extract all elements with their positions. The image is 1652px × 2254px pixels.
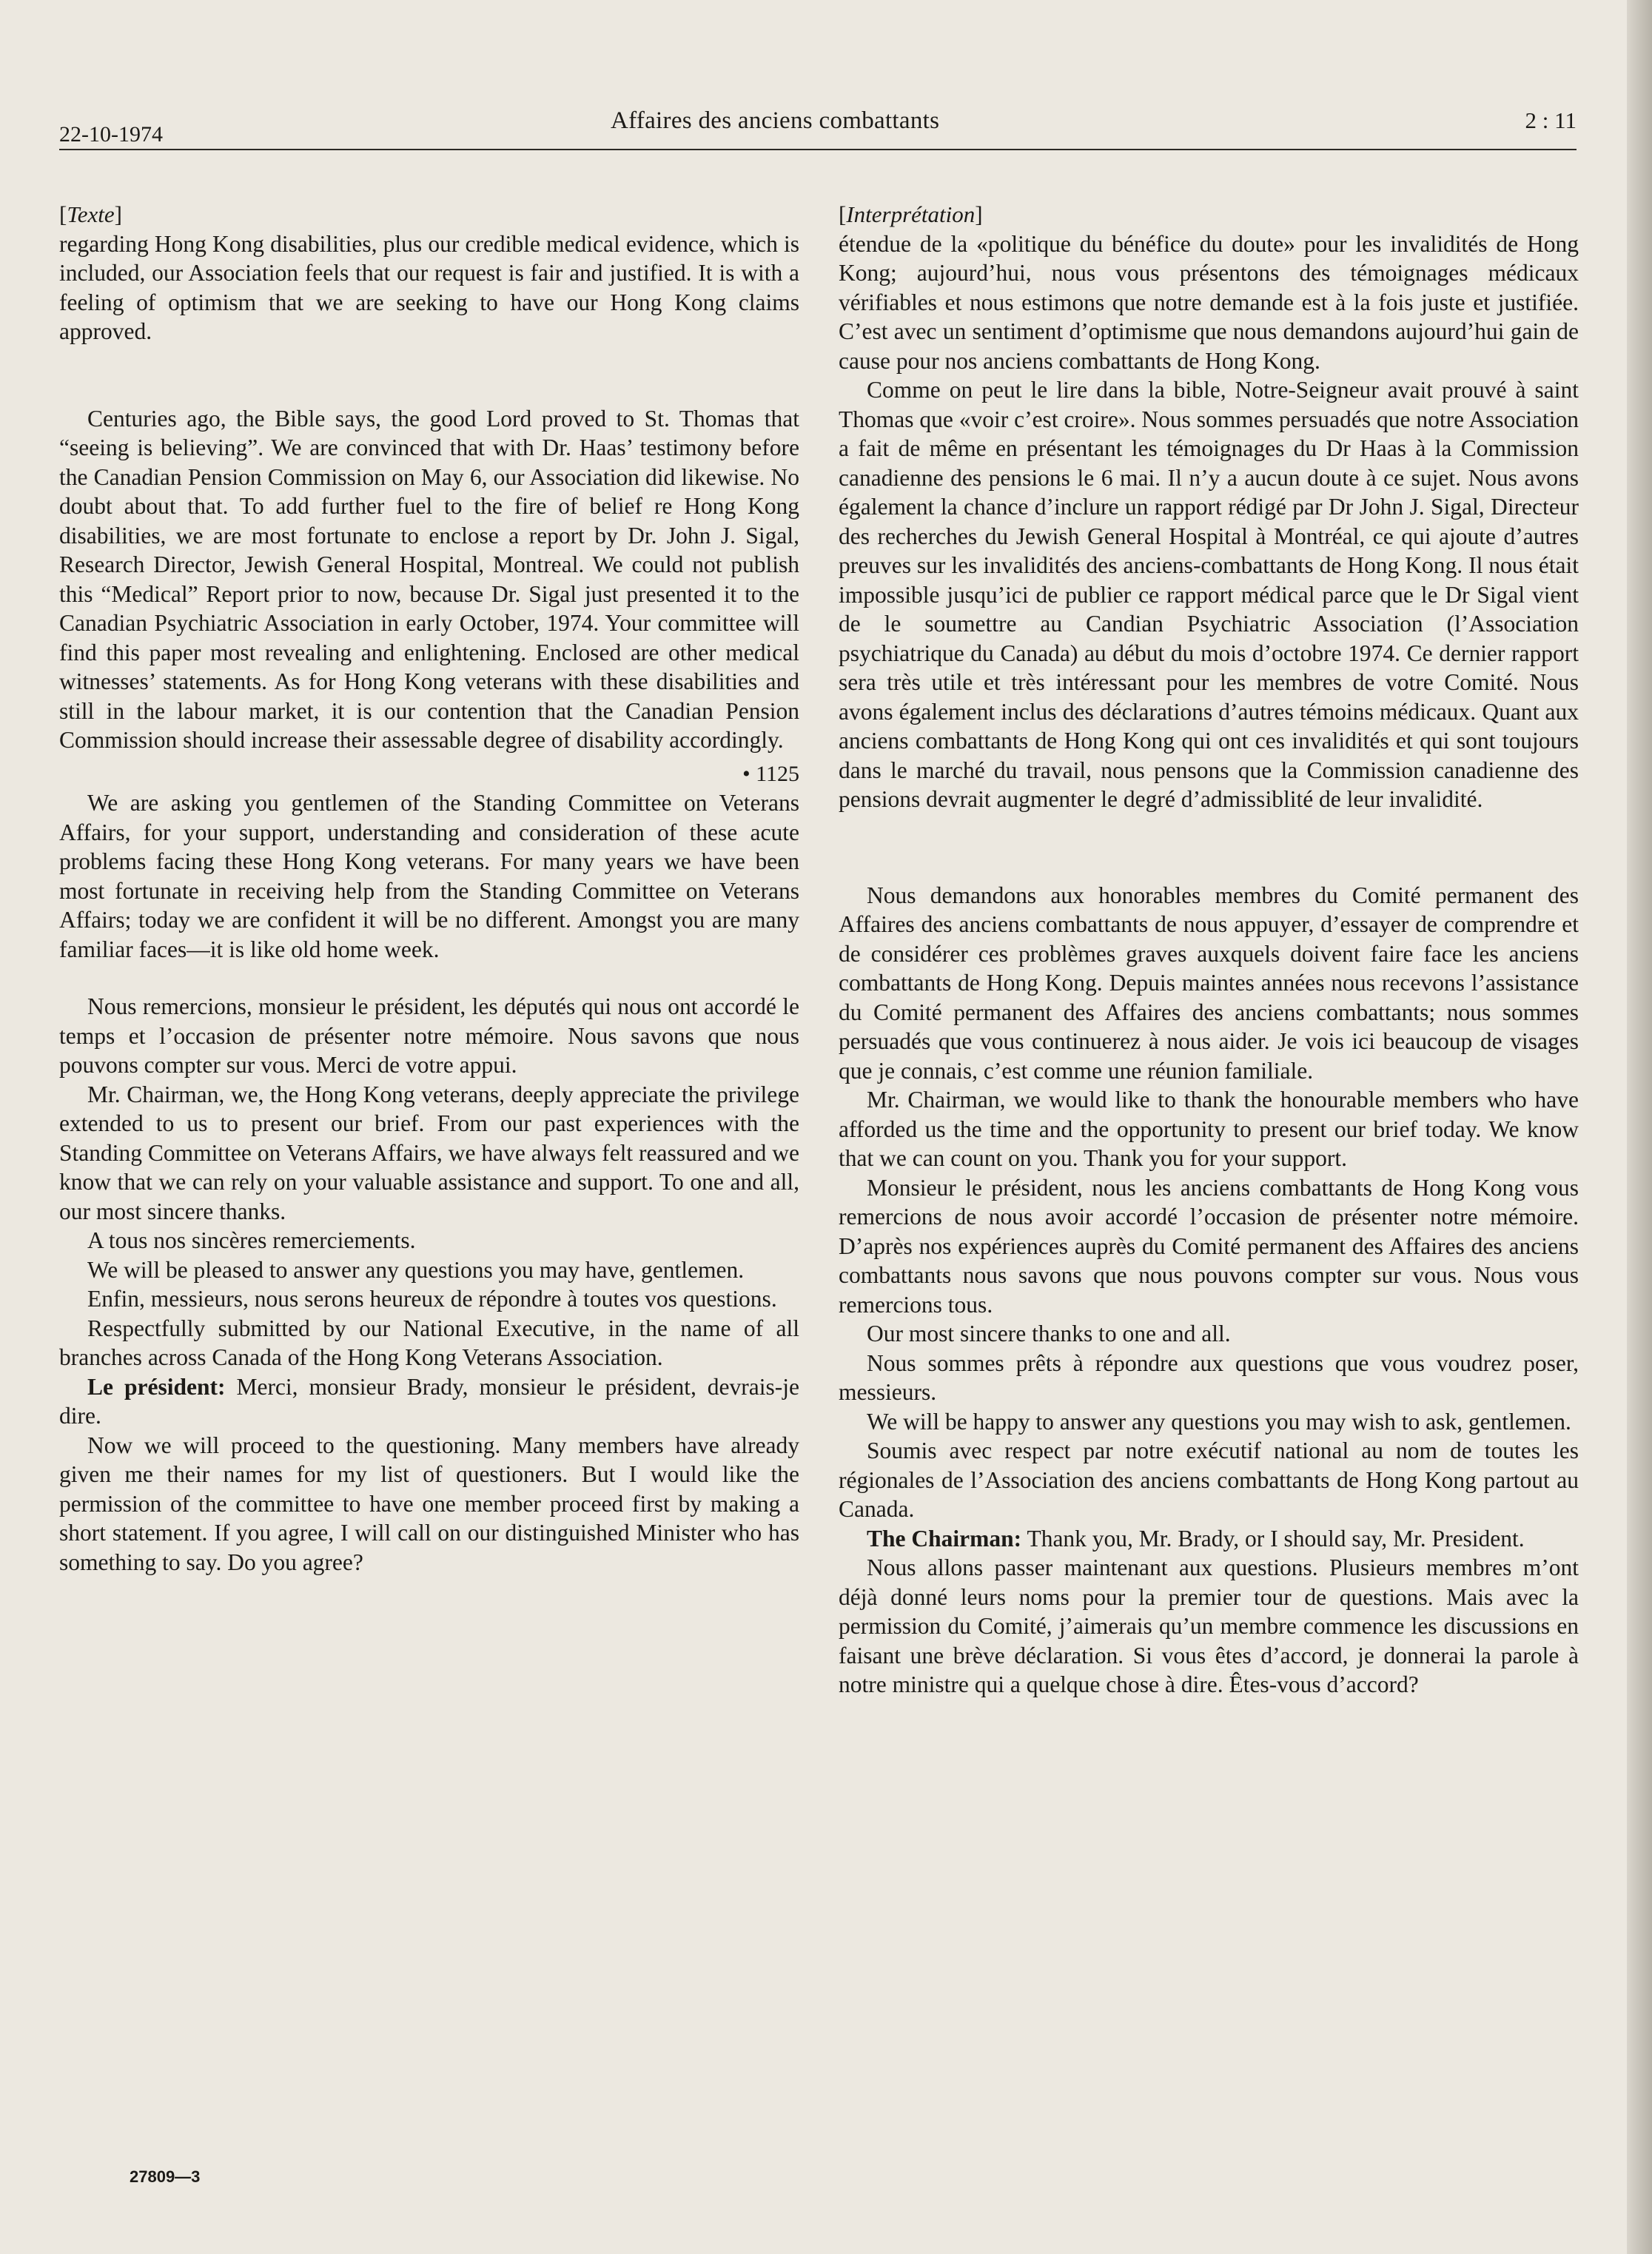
left-paragraph-1: regarding Hong Kong disabilities, plus our credible medical evidence, which is included, our Association feels that our request is fair and justified. It is with a feeling of optimism that we are seeking to have our Hong Kong claims approved. bbox=[59, 230, 799, 344]
left-paragraph-9: Respectfully submitted by our National Executive, in the name of all branches across Canada of the Hong Kong Veterans Association. bbox=[59, 1315, 799, 1370]
left-paragraph-10-text: Merci, monsieur Brady, monsieur le président, devrais-je dire. bbox=[59, 1373, 799, 1429]
page-edge-shadow bbox=[1627, 0, 1652, 2254]
right-paragraph-8: We will be happy to answer any questions you may wish to ask, gentlemen. bbox=[867, 1408, 1571, 1435]
left-paragraph-5: Mr. Chairman, we, the Hong Kong veterans, deeply appreciate the privilege extended to us to present our brief. From our past experiences with the Standing Committee on Veterans Affairs, we have always felt reassured and we know that we can rely on your valuable assistance and support. To one and all, our most sincere thanks. bbox=[59, 1081, 799, 1224]
left-column-label-text: Texte bbox=[67, 201, 115, 227]
left-paragraph-3: We are asking you gentlemen of the Standing Committee on Veterans Affairs, for your support, understanding and consideration of these acute problems facing these Hong Kong veterans. For many years we have been most fortunate in receiving help from the Standing Committee on Veterans Affairs; today we are confident it will be no different. Amongst you are many familiar faces—it is like old home week. bbox=[59, 790, 799, 962]
left-paragraph-6: A tous nos sincères remerciements. bbox=[87, 1227, 416, 1253]
right-column bbox=[839, 200, 1579, 1700]
right-paragraph-5: Monsieur le président, nous les anciens combattants de Hong Kong vous remercions de nous avoir accordé l’occasion de présenter notre mémoire. D’après nos expériences auprès du Comité permanent des Affaires des anciens combattants nous savons que nous pouvons compter sur vous. Nous vous remercions tous. bbox=[839, 1174, 1579, 1318]
left-paragraph-7: We will be pleased to answer any questions you may have, gentlemen. bbox=[87, 1256, 745, 1283]
right-paragraph-11: Nous allons passer maintenant aux questions. Plusieurs membres m’ont déjà donné leurs noms pour la premier tour de questions. Mais avec la permission du Comité, j’aimerais qu’un membre commence les discussions en faisant une brève déclaration. Si vous êtes d’accord, je donnerai la parole à notre ministre qui a quelque chose à dire. Êtes-vous d’accord? bbox=[839, 1554, 1579, 1697]
right-paragraph-1: étendue de la «politique du bénéfice du doute» pour les invalidités de Hong Kong; aujourd’hui, nous vous présentons des témoignages médicaux vérifiables et nous estimons que notre demande est à la fois juste et justifiée. C’est avec un sentiment d’optimisme que nous demandons aujourd’hui gain de cause pour nos anciens combattants de Hong Kong. bbox=[839, 230, 1579, 374]
left-column bbox=[59, 200, 799, 1577]
left-paragraph-10 bbox=[59, 1372, 799, 1431]
left-paragraph-2: Centuries ago, the Bible says, the good Lord proved to St. Thomas that “seeing is believing”. We are convinced that with Dr. Haas’ testimony before the Canadian Pension Commission on May 6, our Association did likewise. No doubt about that. To add further fuel to the fire of belief re Hong Kong disabilities, we are most fortunate to enclose a report by Dr. John J. Sigal, Research Director, Jewish General Hospital, Montreal. We could not publish this “Medical” Report prior to now, because Dr. Sigal just presented it to the Canadian Psychiatric Association in early October, 1974. Your committee will find this paper most revealing and enlightening. Enclosed are other medical witnesses’ statements. As for Hong Kong veterans with these disabilities and still in the labour market, it is our contention that the Canadian Pension Commission should increase their assessable degree of disability accordingly. bbox=[59, 405, 799, 753]
time-marker: • 1125 bbox=[742, 761, 799, 786]
header-title: Affaires des anciens combattants bbox=[611, 107, 940, 134]
left-paragraph-11: Now we will proceed to the questioning. Many members have already given me their names for my list of questioners. But I would like the permission of the committee to have one member proceed first by making a short statement. If you agree, I will call on our distinguished Minister who has something to say. Do you agree? bbox=[59, 1432, 799, 1575]
left-column-label: [Texte] bbox=[59, 201, 122, 227]
footer-code: 27809—3 bbox=[130, 2167, 201, 2186]
right-paragraph-10-text: Thank you, Mr. Brady, or I should say, Mr. President. bbox=[1021, 1525, 1525, 1552]
right-paragraph-9: Soumis avec respect par notre exécutif national au nom de toutes les régionales de l’Association des anciens combattants de Hong Kong partout au Canada. bbox=[839, 1438, 1579, 1522]
left-paragraph-8: Enfin, messieurs, nous serons heureux de répondre à toutes vos questions. bbox=[87, 1286, 777, 1312]
right-column-label: [Interprétation] bbox=[839, 201, 983, 227]
page-header bbox=[59, 107, 1577, 150]
header-date: 22-10-1974 bbox=[59, 122, 163, 147]
right-paragraph-4: Mr. Chairman, we would like to thank the honourable members who have afforded us the time and the opportunity to present our brief today. We know that we can count on you. Thank you for your support. bbox=[839, 1087, 1579, 1171]
right-column-label-text: Interprétation bbox=[846, 201, 976, 227]
header-page-number: 2 : 11 bbox=[1525, 107, 1577, 133]
speaker-the-chairman: The Chairman: bbox=[867, 1525, 1022, 1552]
right-paragraph-2: Comme on peut le lire dans la bible, Notre-Seigneur avait prouvé à saint Thomas que «voir c’est croire». Nous sommes persuadés que notre Association a fait de même en présentant les témoignages du Dr Haas à la Commission canadienne des pensions le 6 mai. Il n’y a aucun doute à ce sujet. Nous avons également la chance d’inclure un rapport rédigé par Dr John J. Sigal, Directeur des recherches du Jewish General Hospital à Montréal, ce qui ajoute d’autres preuves sur les invalidités des anciens-combattants de Hong Kong. Il nous était impossible jusqu’ici de publier ce rapport médical parce que le Dr Sigal vient de le soumettre au Candian Psychiatric Association (l’Association psychiatrique du Canada) au début du mois d’octobre 1974. Ce dernier rapport sera très utile et très intéressant pour les membres de votre Comité. Nous avons également inclus des déclarations d’autres témoins médicaux. Quant aux anciens combattants de Hong Kong qui ont ces invalidités et qui sont toujours dans le marché du travail, nous pensons que la Commission canadienne des pensions devrait augmenter le degré d’admissiblité de leur invalidité. bbox=[839, 377, 1579, 812]
speaker-le-president: Le président: bbox=[87, 1373, 226, 1400]
right-paragraph-6: Our most sincere thanks to one and all. bbox=[867, 1321, 1231, 1346]
right-paragraph-3: Nous demandons aux honorables membres du Comité permanent des Affaires des anciens combattants de nous appuyer, d’essayer de comprendre et de considérer ces problèmes graves auxquels doivent faire face les anciens combattants de Hong Kong. Depuis maintes années nous recevons l’assistance du Comité permanent des Affaires des anciens combattants; nous sommes persuadés que vous continuerez à nous aider. Je vois ici beaucoup de visages que je connais, c’est comme une réunion familiale. bbox=[839, 882, 1579, 1084]
left-paragraph-4: Nous remercions, monsieur le président, les députés qui nous ont accordé le temps et l’occasion de présenter notre mémoire. Nous savons que nous pouvons compter sur vous. Merci de votre appui. bbox=[59, 993, 799, 1078]
right-paragraph-10 bbox=[839, 1524, 1579, 1554]
right-paragraph-7: Nous sommes prêts à répondre aux questions que vous voudrez poser, messieurs. bbox=[839, 1349, 1579, 1405]
